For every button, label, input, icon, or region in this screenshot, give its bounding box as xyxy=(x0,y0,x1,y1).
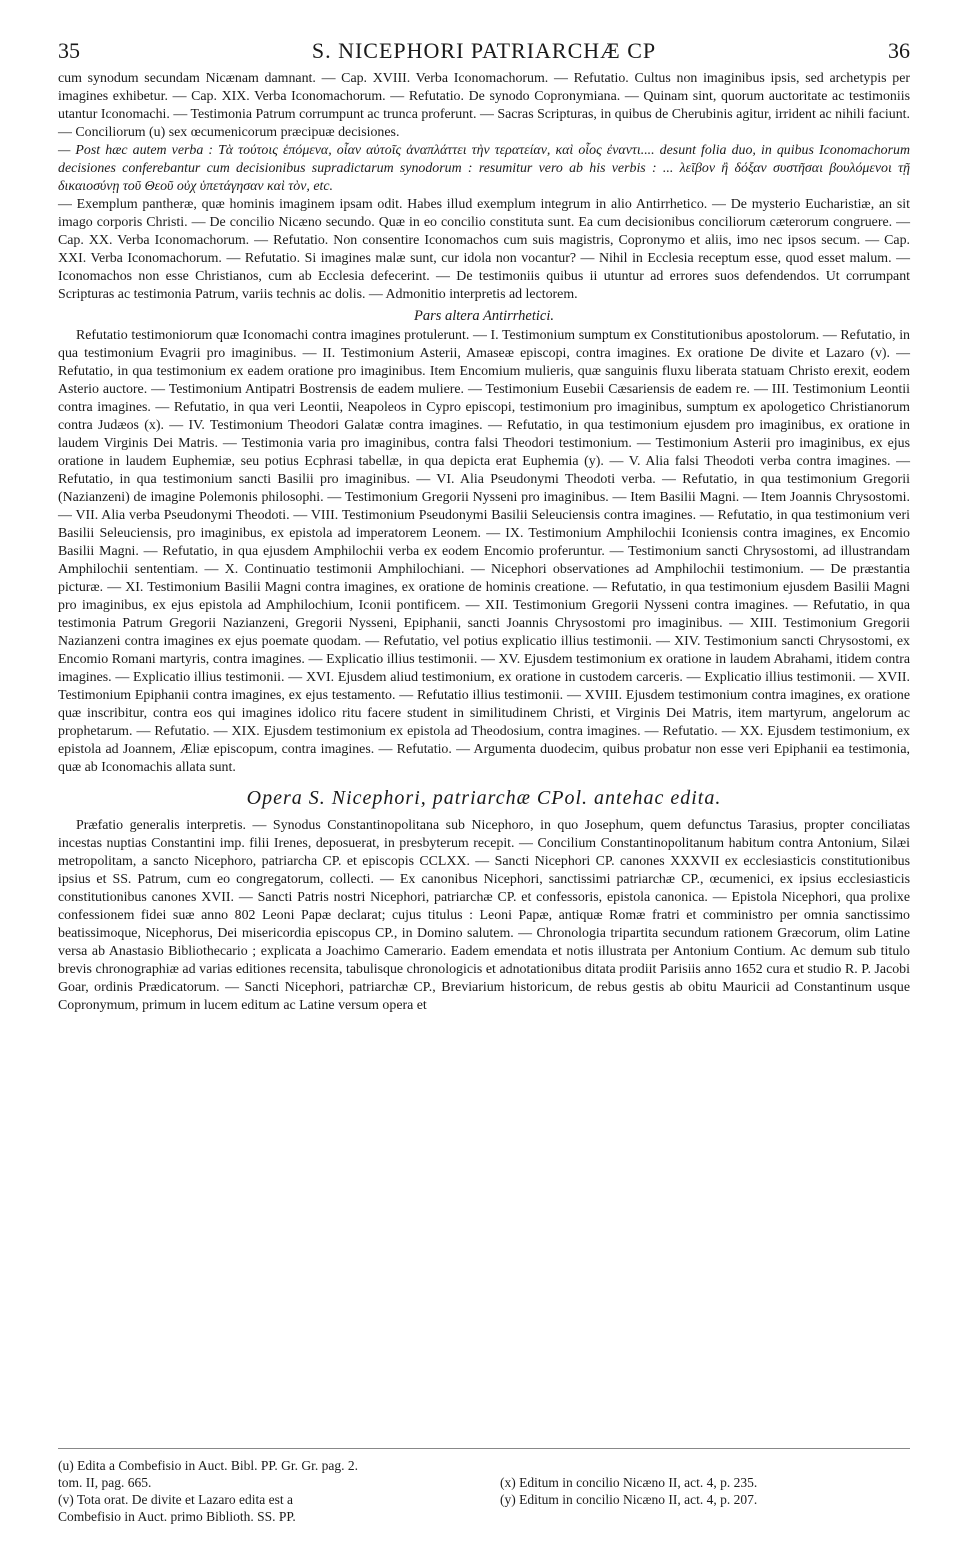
paragraph-opera: Præfatio generalis interpretis. — Synodus Constantinopolitana sub Nicephoro, in quo Josephum, quem defunctus Tarasius, propter conciliatas incestas nuptias Constantini imp. filii Irenes, deposuerat, in presbyterum recepit. — Concilium Constantinopolitanum habitum contra Antonium, Silæi metropolitam, a sancto Nicephoro, patriarcha CP. et episcopis CCLXX. — Sancti Nicephori CP. canones XXXVII ex ecclesiasticis constitutionibus ipsius et SS. Patrum, cum eo congregatorum, collecti. — Ex canonibus Nicephori, sanctissimi patriarchæ CP., œcumenici, ex ipsius ecclesiasticis constitutionibus canones XVII. — Sancti Patris nostri Nicephori, patriarchæ CP. et confessoris, epistola canonica. — Epistola Nicephori, qua prolixe confessionem fidei suæ anno 802 Leoni Papæ declarat; cujus titulus : Leoni Papæ, antiquæ Romæ fratri et comministro per omnia sanctissimo beatissimoque, Nicephorus, Dei misericordia episcopus CP., in Domino salutem. — Chronologia tripartita secundum rationem Græcorum, olim Latine versa ab Anastasio Bibliothecario ; explicata a Joachimo Camerario. Eadem emendata et notis illustrata per Antonium Contium. Ac demum sub titulo brevis chronographiæ ad varias editiones recensita, tabulisque chronologicis et adnotationibus ditata prodiit Parisiis anno 1652 cura et studio R. P. Jacobi Goar, ordinis Prædicatorum. — Sancti Nicephori, patriarchæ CP., Breviarium historicum, de rebus gestis ab obitu Mauricii ad Constantinum usque Copronymum, primum in lucem editum ac Latine versum opera et xyxy=(58,818,910,1013)
footnote-line: (u) Edita a Combefisio in Auct. Bibl. PP. Gr. Gr. pag. 2. xyxy=(58,1458,358,1473)
footnote-line: (y) Editum in concilio Nicæno II, act. 4, p. 207. xyxy=(500,1492,758,1507)
footnotes xyxy=(58,1448,910,1525)
footnote-line: Combefisio in Auct. primo Biblioth. SS. PP. xyxy=(58,1509,296,1524)
footnote-line xyxy=(500,1457,910,1474)
running-title: S. NICEPHORI PATRIARCHÆ CP xyxy=(311,38,657,63)
page-number-right: 36 xyxy=(888,38,910,63)
page-number-left: 35 xyxy=(58,38,80,63)
paragraph-lacuna-note: — Post hæc autem verba : Τὰ τούτοις ἑπόμενα, οἷαν αὐτοῖς ἀναπλάττει τὴν τερατείαν, καὶ οἷος ἐναντι.... desunt folia duo, in quibus Iconomachorum decisiones conferebantur cum decisionibus supradictarum synodorum : resumitur vero ab his verbis : ... λεῖβον ἢ δόξαν συστῆσαι βουλόμενοι τῇ δικαιοσύνῃ τοῦ Θεοῦ οὐχ ὑπετάγησαν καὶ τὸν, etc. xyxy=(58,143,910,194)
paragraph-contents-2: — Exemplum pantheræ, quæ hominis imaginem ipsam odit. Habes illud exemplum integrum in alio Antirrhetico. — De mysterio Eucharistiæ, an sit imago corporis Christi. — De concilio Nicæno secundo. Quæ in eo concilio constituta sunt. Ea cum decisionibus conciliorum cæterorum congruere. — Cap. XX. Verba Iconomachorum. — Refutatio. Non consentire Iconomachos cum suis magistris, Copronymo et aliis, imo nec ipsos secum. — Cap. XXI. Verba Iconomachorum. — Refutatio. Si imagines malæ sunt, cur idola non vocantur? — Nihil in Ecclesia receptum esse, quod esset malum. — Iconomachos non esse Christianos, cum ab Ecclesia defecerint. — De testimoniis quibus ii utuntur ad errores suos defendendos. Ut corrumpant Scripturas ac testimonia Patrum, variis technis ac dolis. — Admonitio interpretis ad lectorem. xyxy=(58,197,910,302)
footnote-line: (x) Editum in concilio Nicæno II, act. 4, p. 235. xyxy=(500,1475,758,1490)
paragraph-contents-1: cum synodum secundam Nicænam damnant. — Cap. XVIII. Verba Iconomachorum. — Refutatio. Cultus non imaginibus ipsis, sed archetypis per imagines exhibetur. — Cap. XIX. Verba Iconomachorum. — Refutatio. De synodo Copronymiana. — Quinam sint, quorum auctoritate ac testimoniis utantur Iconomachi. — Testimonia Patrum corrumpunt ac trunca proferunt. — Sacras Scripturas, in quibus de Cherubinis agitur, irrident ac nihili faciunt. — Conciliorum (u) sex œcumenicorum præcipuæ decisiones. xyxy=(58,71,910,140)
page xyxy=(58,38,910,1015)
footnote-line: (v) Tota orat. De divite et Lazaro edita est a xyxy=(58,1492,293,1507)
main-text xyxy=(58,70,910,1015)
section-heading-pars-altera: Pars altera Antirrhetici. xyxy=(413,308,555,324)
footnotes-left-column xyxy=(58,1457,468,1525)
footnote-line: tom. II, pag. 665. xyxy=(58,1475,152,1490)
running-header xyxy=(58,38,910,70)
section-heading-opera: Opera S. Nicephori, patriarchæ CPol. antehac edita. xyxy=(246,787,722,809)
footnotes-right-column xyxy=(500,1457,910,1525)
footnote-rule xyxy=(58,1448,910,1449)
paragraph-pars-altera: Refutatio testimoniorum quæ Iconomachi contra imagines protulerunt. — I. Testimonium sumptum ex Constitutionibus apostolorum. — Refutatio, in qua testimonium Evagrii pro imaginibus. — II. Testimonium Asterii, Amaseæ episcopi, contra imagines. Ex oratione De divite et Lazaro (v). — Refutatio, in qua testimonium ex eadem oratione pro imaginibus. Item Encomium mulieris, quæ sanguinis fluxu liberata statuam Christo erexit, eodem Asterio auctore. — Testimonium Antipatri Bostrensis de eadem muliere. — Testimonium Eusebii Cæsariensis de eadem re. — III. Testimonium Leontii contra imagines. — Refutatio, in qua veri Leontii, Neapoleos in Cypro episcopi, testimonium pro imaginibus, sumptum ex apologetico Christianorum contra Judæos (x). — IV. Testimonium Theodori Galatæ contra imagines. — Refutatio, in qua testimonium ejusdem pro imaginibus, ex oratione in laudem Virginis Dei Matris. — Testimonia varia pro imaginibus, contra falsi Theodori testimonium. — Testimonium Asterii pro imaginibus, ex ejus oratione in laudem Euphemiæ, seu potius Ecphrasi tabellæ, in qua depicta erat Euphemia (y). — V. Alia falsi Theodoti verba contra imagines. — Refutatio, in qua testimonium sancti Basilii pro imaginibus. — VI. Alia Pseudonymi Theodoti verba. — Refutatio, in qua testimonium Gregorii (Nazianzeni) de imagine Polemonis philosophi. — Testimonium Gregorii Nysseni pro imaginibus. — Item Basilii Magni. — Item Joannis Chrysostomi. — VII. Alia verba Pseudonymi Theodoti. — VIII. Testimonium Pseudonymi Basilii Seleuciensis contra imagines. — Refutatio, in qua testimonium veri Basilii Seleuciensis, pro imaginibus, ex epistola ad imperatorem Leonem. — IX. Testimonium Amphilochii Iconiensis contra imagines, ex Encomio Basilii Magni. — Refutatio, in qua ejusdem Amphilochii verba ex eodem Encomio proferuntur. — Testimonium sancti Chrysostomi, ad illustrandam Amphilochii sententiam. — X. Continuatio testimonii Amphilochiani. — Nicephori observationes ad Amphilochii testimonium. — De præstantia picturæ. — XI. Testimonium Basilii Magni contra imagines, ex oratione de hominis creatione. — Refutatio, in qua testimonium ejusdem Basilii Magni pro imaginibus, ex ejus epistola ad Amphilochium, Iconii pontificem. — XII. Testimonium Gregorii Nysseni contra imagines. — Refutatio, in qua testimonia Patrum Gregorii Nazianzeni, Gregorii Nysseni, Epiphanii, sancti Joannis Chrysostomi pro imaginibus. — XIII. Testimonium Gregorii Nazianzeni contra imagines ex ejus poemate quodam. — Refutatio, vel potius explicatio illius testimonii. — XIV. Testimonium sancti Chrysostomi, ex Encomio Romani martyris, contra imagines. — Explicatio illius testimonii. — XV. Ejusdem testimonium ex oratione in laudem Abrahami, itidem contra imagines. — Explicatio illius testimonii. — XVI. Ejusdem aliud testimonium, ex oratione in custodem carceris. — Explicatio illius testimonii. — XVII. Testimonium Epiphanii contra imagines, ex ejus testamento. — Refutatio illius testimonii. — XVIII. Ejusdem testimonium contra imagines, ex oratione quæ inscribitur, contra eos qui imagines idolico ritu facere student in similitudinem Christi, et Virginis Dei Matris, item martyrum, angelorum ac prophetarum. — Refutatio. — XIX. Ejusdem testimonium ex epistola ad Theodosium, contra imagines. — Refutatio. — XX. Ejusdem testimonium, ex epistola ad Joannem, Æliæ episcopum, contra imagines. — Refutatio. — Argumenta duodecim, quibus probatur non esse veri Epiphanii ea testimonia, quæ ab Iconomachis allata sunt. xyxy=(58,328,910,775)
